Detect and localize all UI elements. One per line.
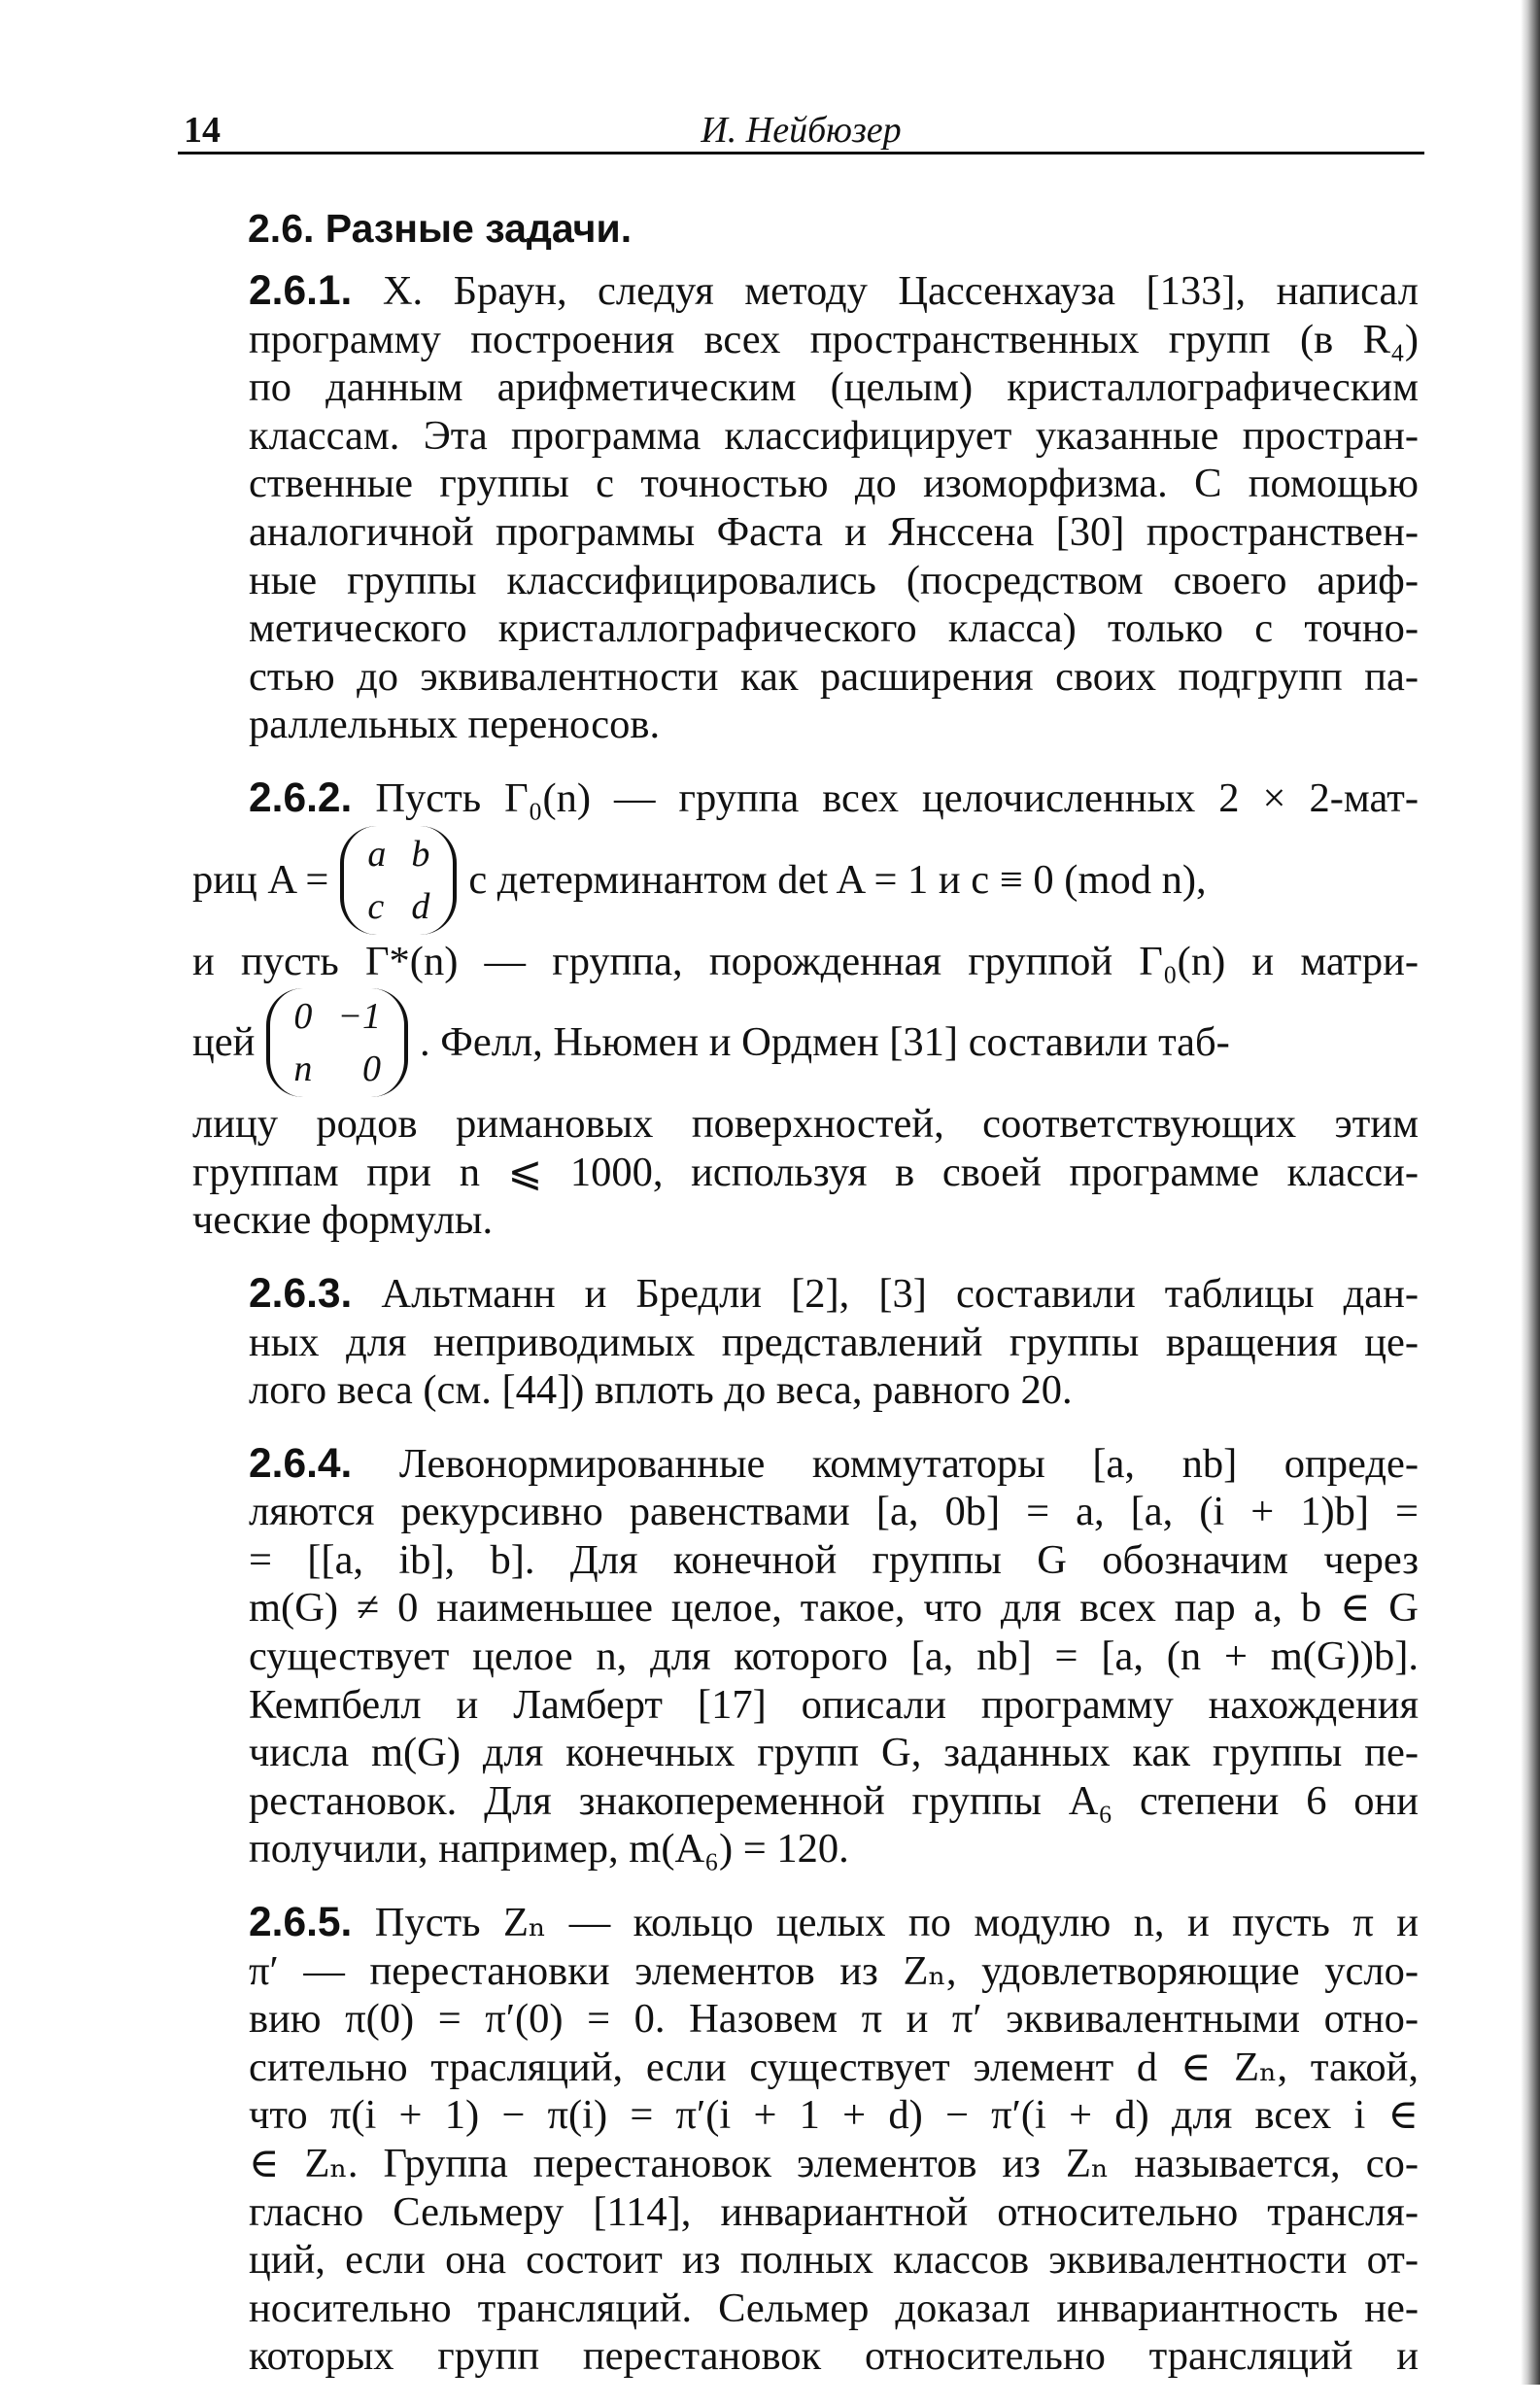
paragraph-line: ные группы классифицировались (посредством своего ариф-: [249, 557, 1419, 603]
paragraph-line: аналогичной программы Фаста и Янссена [30] пространствен-: [249, 508, 1419, 555]
paragraph-line: носительно трансляций. Сельмер доказал инвариантность не-: [249, 2285, 1419, 2331]
paragraph-line: сительно трасляций, если существует элемент d ∈ Zₙ, такой,: [249, 2044, 1419, 2090]
matrix-a: a b c d: [340, 826, 457, 935]
paragraph-2-6-5: [192, 1899, 1419, 2381]
math-text: . Фелл, Ньюмен и Ордмен [31] составили таб-: [420, 1019, 1230, 1066]
matrix-line: [192, 823, 1419, 938]
paragraph-line: получили, например, m(A₆) = 120.: [249, 1826, 849, 1873]
paragraph-line: 2.6.5. Пусть Zₙ — кольцо целых по модулю n, и пусть π и: [249, 1900, 1419, 1946]
paragraph-line: что π(i + 1) − π(i) = π′(i + 1 + d) − π′(i + d) для всех i ∈: [249, 2092, 1419, 2139]
body-text: [192, 267, 1419, 2406]
paragraph-line: 2.6.1. Х. Браун, следуя методу Цассенхауза [133], написал: [249, 268, 1419, 314]
paragraph-line: метического кристаллографического класса) только с точно-: [249, 605, 1419, 652]
page-number: 14: [184, 110, 221, 151]
paragraph-number: 2.6.2.: [249, 774, 353, 821]
paragraph-line: 2.6.3. Альтманн и Бредли [2], [3] составили таблицы дан-: [249, 1270, 1419, 1317]
paragraph-line: существует целое n, для которого [a, nb] = [a, (n + m(G))b].: [249, 1633, 1419, 1680]
paragraph-2-6-1: [192, 267, 1419, 749]
paragraph-line: числа m(G) для конечных групп G, заданных как группы пе-: [249, 1730, 1419, 1776]
paragraph-line: 2.6.4. Левонормированные коммутаторы [a, nb] опреде-: [249, 1440, 1419, 1487]
paragraph-line: ляются рекурсивно равенствами [a, 0b] = a, [a, (i + 1)b] =: [249, 1489, 1419, 1535]
matrix-generator: 0 −1 n 0: [266, 988, 408, 1097]
paragraph-line: лицу родов римановых поверхностей, соответствующих этим: [192, 1101, 1419, 1148]
paragraph-line: группам при n ⩽ 1000, используя в своей программе класси-: [192, 1149, 1419, 1195]
paragraph-2-6-3: [192, 1270, 1419, 1415]
paragraph-line: = [[a, ib], b]. Для конечной группы G обозначим через: [249, 1536, 1419, 1583]
paragraph-number: 2.6.1.: [249, 268, 353, 314]
paragraph-line: m(G) ≠ 0 наименьшее целое, такое, что для всех пар a, b ∈ G: [249, 1585, 1419, 1632]
paragraph-line: рестановок. Для знакопеременной группы A₆ степени 6 они: [249, 1777, 1419, 1824]
paragraph-number: 2.6.5.: [249, 1900, 353, 1946]
paragraph-number: 2.6.4.: [249, 1440, 353, 1487]
math-text: риц A =: [192, 856, 329, 903]
matrix-line: [192, 985, 1419, 1100]
paragraph-2-6-2: [192, 774, 1419, 1245]
paragraph-line: вию π(0) = π′(0) = 0. Назовем π и π′ эквивалентными отно-: [249, 1996, 1419, 2043]
paragraph-line: гласно Сельмеру [114], инвариантной относительно трансля-: [249, 2188, 1419, 2235]
paragraph-line: ∈ Zₙ. Группа перестановок элементов из Zₙ называется, со-: [249, 2141, 1419, 2186]
header-rule: [178, 152, 1424, 155]
paragraph-line: 2.6.2. Пусть Γ₀(n) — группа всех целочисленных 2 × 2-мат-: [249, 774, 1419, 821]
paragraph-number: 2.6.3.: [249, 1270, 353, 1317]
paragraph-line: раллельных переносов.: [249, 702, 661, 748]
paragraph-line: π′ — перестановки элементов из Zₙ, удовлетворяющие усло-: [249, 1947, 1419, 1994]
paragraph-line: ций, если она состоит из полных классов эквивалентности от-: [249, 2237, 1419, 2284]
paragraph-line: по данным арифметическим (целым) кристаллографическим: [249, 364, 1419, 411]
paragraph-line: классам. Эта программа классифицирует указанные простран-: [249, 412, 1419, 459]
paragraph-line: ственные группы с точностью до изоморфизма. С помощью: [249, 461, 1419, 507]
paragraph-2-6-4: [192, 1440, 1419, 1873]
page-edge-shadow: [1521, 0, 1540, 2385]
section-title: 2.6. Разные задачи.: [248, 206, 633, 251]
math-text: цей: [192, 1019, 256, 1066]
page-header: [178, 105, 1424, 152]
running-title: И. Нейбюзер: [701, 110, 902, 151]
math-text: с детерминантом det A = 1 и c ≡ 0 (mod n),: [468, 856, 1207, 903]
paragraph-line: которых групп перестановок относительно трансляций и: [249, 2333, 1419, 2380]
paragraph-line: ческие формулы.: [192, 1197, 494, 1244]
paragraph-line: Кемпбелл и Ламберт [17] описали программу нахождения: [249, 1681, 1419, 1728]
paragraph-line: и пусть Γ*(n) — группа, порожденная группой Γ₀(n) и матри-: [192, 938, 1419, 984]
paragraph-line: стью до эквивалентности как расширения своих подгрупп па-: [249, 653, 1419, 700]
paragraph-line: программу построения всех пространственных групп (в R₄): [249, 316, 1419, 362]
paragraph-line: лого веса (см. [44]) вплоть до веса, равного 20.: [249, 1367, 1073, 1414]
paragraph-line: ных для неприводимых представлений группы вращения це-: [249, 1319, 1419, 1365]
